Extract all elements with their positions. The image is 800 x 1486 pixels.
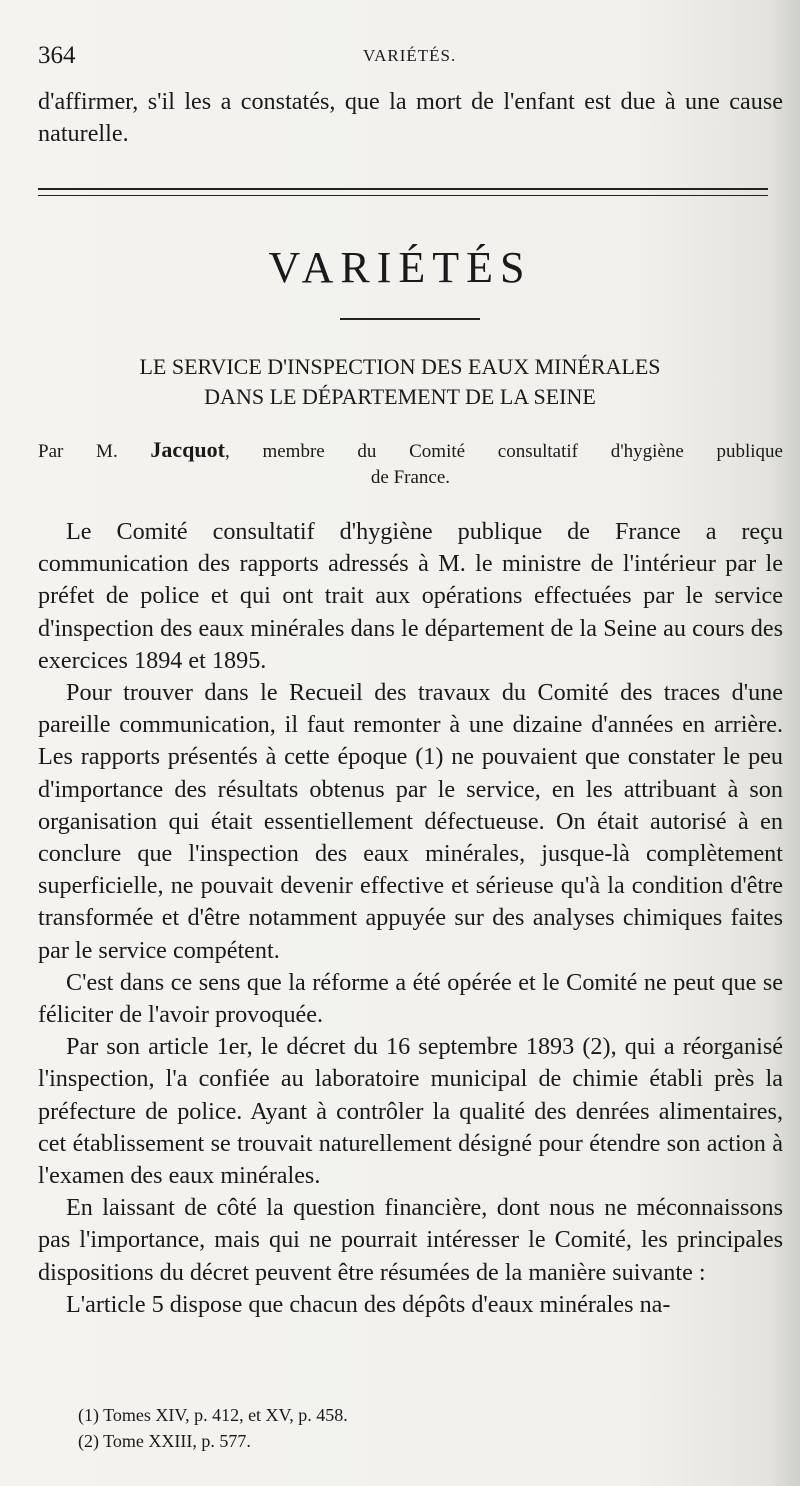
paragraph: Par son article 1er, le décret du 16 septembre 1893 (2), qui a réorganisé l'inspection, l'a confiée au laboratoire municipal de chimie établi près la préfecture de police. Ayant à contrôler la qualité des denrées alimentaires, cet établissement se trouvait naturellement désigné pour étendre son action à l'examen des eaux minérales. xyxy=(38,1033,783,1190)
article-title xyxy=(0,352,800,412)
byline-prefix: Par M. xyxy=(38,441,118,462)
article-title-line-1: LE SERVICE D'INSPECTION DES EAUX MINÉRALES xyxy=(139,354,661,379)
previous-section-ending xyxy=(38,86,783,150)
paragraph: C'est dans ce sens que la réforme a été opérée et le Comité ne peut que se féliciter de l'avoir provoquée. xyxy=(38,968,783,1029)
footnote-2: (2) Tome XXIII, p. 577. xyxy=(78,1431,251,1451)
page-header xyxy=(38,42,768,74)
byline-line-1 xyxy=(38,437,783,465)
paragraph: Le Comité consultatif d'hygiène publique de France a reçu communication des rapports adressés à M. le ministre de l'intérieur par le préfet de police et qui ont trait aux opérations effectuées par le service d'inspection des eaux minérales dans le département de la Seine au cours des exercices 1894 et 1895. xyxy=(38,518,783,674)
running-title: VARIÉTÉS. xyxy=(363,46,457,65)
title-underline xyxy=(340,318,480,320)
section-divider-thin xyxy=(38,195,768,196)
paragraph: Pour trouver dans le Recueil des travaux du Comité des traces d'une pareille communication, il faut remonter à une dizaine d'années en arrière. Les rapports présentés à cette époque (1) ne pouvaient que constater le peu d'importance des résultats obtenus par le service, en les attribuant à son organisation qui était essentiellement défectueuse. On était autorisé à en conclure que l'inspection des eaux minérales, jusque-là complètement superficielle, ne pouvait devenir effective et sérieuse qu'à la condition d'être transformée et d'être notamment appuyée sur des analyses chimiques faites par le service compétent. xyxy=(38,679,783,964)
paragraph: En laissant de côté la question financière, dont nous ne méconnaissons pas l'importance, mais qui ne pourrait intéresser le Comité, les principales dispositions du décret peuvent être résumées de la manière suivante : xyxy=(38,1194,783,1286)
section-title: VARIÉTÉS xyxy=(268,243,532,292)
paragraph: L'article 5 dispose que chacun des dépôts d'eaux minérales na- xyxy=(66,1290,671,1318)
footnote-1: (1) Tomes XIV, p. 412, et XV, p. 458. xyxy=(78,1405,348,1425)
byline xyxy=(38,437,783,491)
footnotes xyxy=(78,1402,578,1454)
page-number: 364 xyxy=(38,42,76,69)
author-affiliation: , membre du Comité consultatif d'hygiène publique xyxy=(224,441,783,462)
author-name: Jacquot xyxy=(150,437,225,462)
byline-line-2: de France. xyxy=(370,467,451,488)
section-divider-thick xyxy=(38,188,768,190)
article-body xyxy=(38,516,783,1321)
previous-paragraph: d'affirmer, s'il les a constatés, que la mort de l'enfant est due à une cause naturelle. xyxy=(38,88,783,148)
article-title-line-2: DANS LE DÉPARTEMENT DE LA SEINE xyxy=(204,384,596,409)
